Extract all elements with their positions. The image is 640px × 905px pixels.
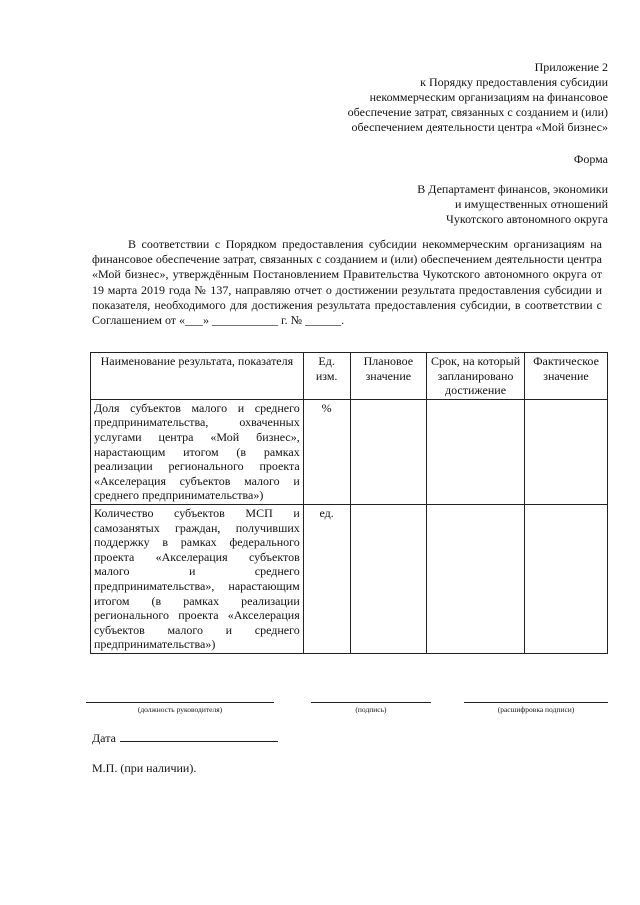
- planned-value-cell[interactable]: [350, 399, 427, 504]
- header-unit: Ед. изм.: [303, 353, 350, 400]
- appendix-header: [288, 60, 608, 135]
- result-name: Количество субъектов МСП и самозанятых граждан, получивших поддержку в рамках федерального проекта «Акселерация субъектов малого и среднего предпринимательства», нарастающим итогом (в рамках реализации регионального проекта «Акселерация субъектов малого и среднего предпринимательства»): [91, 504, 304, 653]
- result-unit: ед.: [303, 504, 350, 653]
- table-row: [91, 504, 608, 653]
- addressee-line: и имущественных отношений: [454, 197, 608, 211]
- signature-line[interactable]: (подпись): [311, 702, 431, 714]
- appendix-line: некоммерческим организациям на финансовое: [369, 90, 608, 104]
- date-row: [92, 730, 278, 746]
- addressee-line: Чукотского автономного округа: [446, 212, 608, 226]
- appendix-line: обеспечение затрат, связанных с созданием и (или): [347, 105, 608, 119]
- actual-value-cell[interactable]: [524, 504, 607, 653]
- appendix-line: к Порядку предоставления субсидии: [420, 75, 608, 89]
- results-table: [90, 352, 608, 654]
- result-unit: %: [303, 399, 350, 504]
- header-name: Наименование результата, показателя: [91, 353, 304, 400]
- form-label: Форма: [573, 152, 608, 166]
- signature-block: [86, 702, 612, 722]
- table-header-row: [91, 353, 608, 400]
- addressee-block: [348, 182, 608, 227]
- appendix-title: Приложение 2: [534, 60, 608, 74]
- actual-value-cell[interactable]: [524, 399, 607, 504]
- table-row: [91, 399, 608, 504]
- deadline-cell[interactable]: [427, 399, 525, 504]
- position-signature-line[interactable]: (должность руководителя): [86, 702, 274, 714]
- deadline-cell[interactable]: [427, 504, 525, 653]
- stamp-label: М.П. (при наличии).: [92, 761, 197, 775]
- signature-decoding-line[interactable]: (расшифровка подписи): [464, 702, 608, 714]
- date-field[interactable]: [120, 730, 278, 742]
- report-paragraph: В соответствии с Порядком предоставления субсидии некоммерческим организациям на финансовое обеспечение затрат, связанных с созданием и (или) обеспечением деятельности центра «Мой бизнес», утверждённым Постановлением Правительства Чукотского автономного округа от 19 марта 2019 года № 137, направляю отчет о достижении результата предоставления субсидии и показателя, необходимого для достижения результата предоставления субсидии, в соответствии с Соглашением от «___» ___________ г. № ______.: [92, 237, 602, 328]
- header-actual: Фактическое значение: [524, 353, 607, 400]
- appendix-line: обеспечением деятельности центра «Мой бизнес»: [351, 120, 608, 134]
- result-name: Доля субъектов малого и среднего предпринимательства, охваченных услугами центра «Мой бизнес», нарастающим итогом (в рамках реализации регионального проекта «Акселерация субъектов малого и среднего предпринимательства»): [91, 399, 304, 504]
- addressee-line: В Департамент финансов, экономики: [417, 182, 608, 196]
- planned-value-cell[interactable]: [350, 504, 427, 653]
- header-planned: Плановое значение: [350, 353, 427, 400]
- header-deadline: Срок, на который запланировано достижение: [427, 353, 525, 400]
- date-label: Дата: [92, 731, 116, 745]
